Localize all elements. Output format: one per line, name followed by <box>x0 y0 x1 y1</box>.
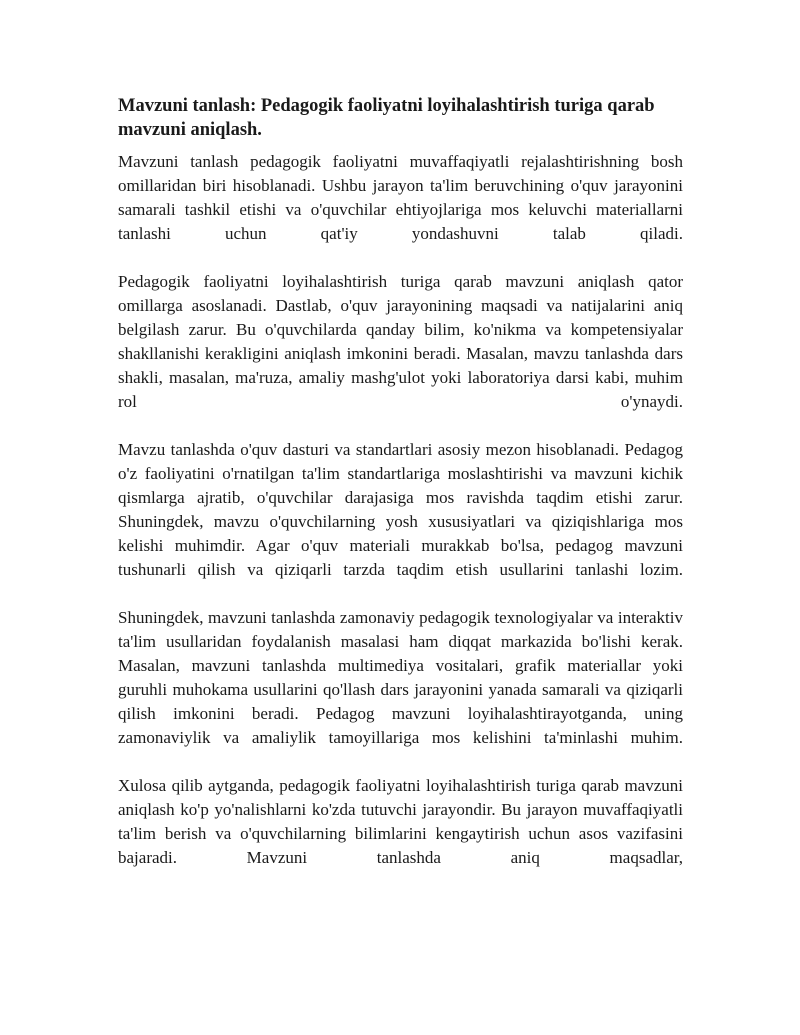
paragraph-4: Shuningdek, mavzuni tanlashda zamonaviy pedagogik texnologiyalar va interaktiv ta'lim usullaridan foydalanish masalasi ham diqqat markazida bo'lishi kerak. Masalan, mavzuni tanlashda multimediya vositalari, grafik materiallar yoki guruhli muhokama usullarini qo'llash dars jarayonini yanada samarali va qiziqarli qilish imkonini beradi. Pedagog mavzuni loyihalashtirayotganda, uning zamonaviylik va amaliylik tamoyillariga mos kelishini ta'minlashi muhim. <box>118 608 683 747</box>
paragraph-5: Xulosa qilib aytganda, pedagogik faoliyatni loyihalashtirish turiga qarab mavzuni aniqlash ko'p yo'nalishlarni ko'zda tutuvchi jarayondir. Bu jarayon muvaffaqiyatli ta'lim berish va o'quvchilarning bilimlarini kengaytirish uchun asos vazifasini bajaradi. Mavzuni tanlashda aniq maqsadlar, <box>118 776 683 867</box>
paragraph-3: Mavzu tanlashda o'quv dasturi va standartlari asosiy mezon hisoblanadi. Pedagog o'z faoliyatini o'rnatilgan ta'lim standartlariga moslashtirishi va mavzuni kichik qismlarga ajratib, o'quvchilar darajasiga mos ravishda taqdim etishi zarur. Shuningdek, mavzu o'quvchilarning yosh xususiyatlari va qiziqishlariga mos kelishi muhimdir. Agar o'quv materiali murakkab bo'lsa, pedagog mavzuni tushunarli qilish va qiziqarli tarzda taqdim etish usullarini tanlashi lozim. <box>118 440 683 579</box>
paragraph-2: Pedagogik faoliyatni loyihalashtirish turiga qarab mavzuni aniqlash qator omillarga asoslanadi. Dastlab, o'quv jarayonining maqsadi va natijalarini aniq belgilash zarur. Bu o'quvchilarda qanday bilim, ko'nikma va kompetensiyalar shakllanishi kerakligini aniqlash imkonini beradi. Masalan, mavzu tanlashda dars shakli, masalan, ma'ruza, amaliy mashg'ulot yoki laboratoriya darsi kabi, muhim rol o'ynaydi. <box>118 272 683 411</box>
paragraph-1: Mavzuni tanlash pedagogik faoliyatni muvaffaqiyatli rejalashtirishning bosh omillaridan biri hisoblanadi. Ushbu jarayon ta'lim beruvchining o'quv jarayonini samarali tashkil etishi va o'quvchilar ehtiyojlariga mos keluvchi materiallarni tanlashi uchun qat'iy yondashuvni talab qiladi. <box>118 152 683 243</box>
document-page <box>118 94 683 870</box>
document-heading: Mavzuni tanlash: Pedagogik faoliyatni loyihalashtirish turiga qarab mavzuni aniqlash. <box>118 96 655 140</box>
